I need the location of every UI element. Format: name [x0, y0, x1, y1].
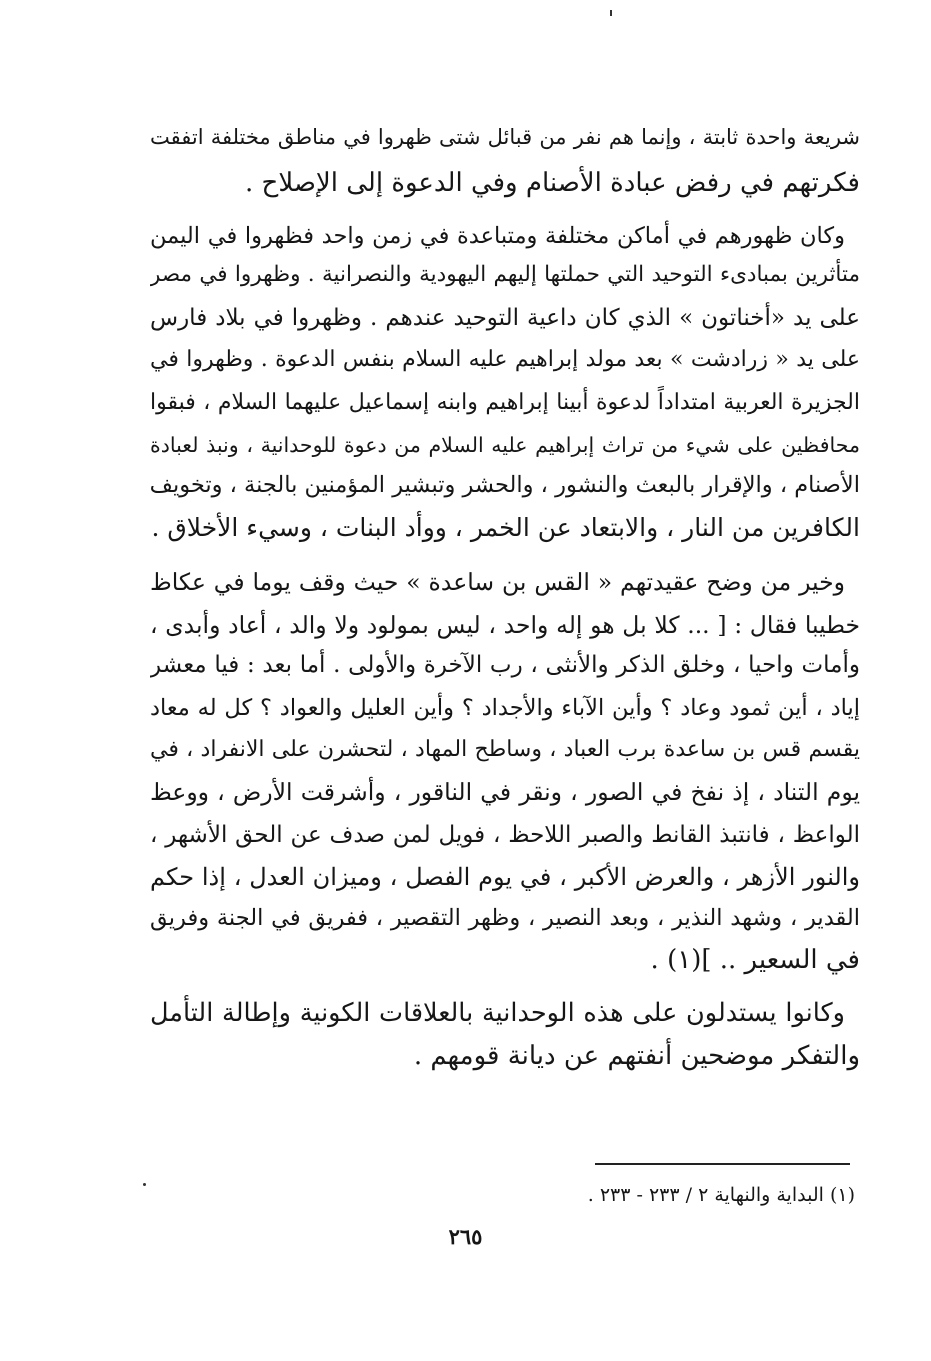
text-line: والنور الأزهر ، والعرض الأكبر ، في يوم الفصل ، وميزان العدل ، إذا حكم: [150, 863, 860, 891]
text-line: على يد «أخناتون » الذي كان داعية التوحيد عندهم . وظهروا في بلاد فارس: [150, 305, 860, 331]
footnote-separator: [595, 1163, 850, 1165]
text-line: وخير من وضح عقيدتهم « القس بن ساعدة » حيث وقف يوما في عكاظ: [150, 568, 845, 596]
text-line: وكانوا يستدلون على هذه الوحدانية بالعلاقات الكونية وإطالة التأمل: [150, 998, 845, 1028]
text-line: متأثرين بمبادىء التوحيد التي حملتها إليهم اليهودية والنصرانية . وظهروا في مصر: [150, 262, 860, 287]
text-line: محافظين على شيء من تراث إبراهيم عليه السلام من دعوة للوحدانية ، ونبذ لعبادة: [150, 433, 860, 457]
text-line: على يد « زرادشت » بعد مولد إبراهيم عليه السلام بنفس الدعوة . وظهروا في: [150, 347, 860, 372]
text-line: الأصنام ، والإقرار بالبعث والنشور ، والحشر وتبشير المؤمنين بالجنة ، وتخويف: [150, 472, 860, 498]
text-line: في السعير .. ](١) .: [650, 945, 860, 975]
text-line: شريعة واحدة ثابتة ، وإنما هم نفر من قبائل شتى ظهروا في مناطق مختلفة اتفقت: [150, 125, 860, 149]
page-number: ٢٦٥: [448, 1224, 483, 1249]
text-line: خطيبا فقال : [ ... كلا بل هو إله واحد ، ليس بمولود ولا والد ، أعاد وأبدى ،: [150, 611, 860, 639]
text-line: فكرتهم في رفض عبادة الأصنام وفي الدعوة إلى الإصلاح .: [245, 168, 860, 198]
text-line: الجزيرة العربية امتداداً لدعوة أبينا إبراهيم وابنه إسماعيل عليهما السلام ، فبقوا: [150, 390, 860, 415]
text-line: الكافرين من النار ، والابتعاد عن الخمر ، ووأد البنات ، وسيء الأخلاق .: [151, 513, 860, 542]
scan-speck: [143, 1183, 146, 1186]
text-line: وأمات واحيا ، وخلق الذكر والأنثى ، رب الآخرة والأولى . أما بعد : فيا معشر: [150, 652, 860, 678]
text-line: القدير ، وشهد النذير ، وبعد النصير ، وظهر التقصير ، ففريق في الجنة وفريق: [150, 905, 860, 931]
text-line: إياد ، أين ثمود وعاد ؟ وأين الآباء والأجداد ؟ وأين العليل والعواد ؟ كل له معاد: [150, 695, 860, 721]
text-line: وكان ظهورهم في أماكن مختلفة ومتباعدة في زمن واحد فظهروا في اليمن: [150, 223, 845, 249]
text-line: يوم التناد ، إذ نفخ في الصور ، ونقر في الناقور ، وأشرقت الأرض ، ووعظ: [150, 778, 860, 806]
text-line: يقسم قس بن ساعدة برب العباد ، وساطح المهاد ، لتحشرن على الانفراد ، في: [150, 737, 860, 762]
text-line: الواعظ ، فانتبذ القانط والصبر اللاحظ ، فويل لمن صدف عن الحق الأشهر ،: [150, 822, 860, 848]
footnote: (١) البداية والنهاية ٢ / ٢٣٣ - ٢٣٣ .: [587, 1184, 855, 1206]
text-line: والتفكر موضحين أنفتهم عن ديانة قومهم .: [413, 1041, 860, 1071]
scan-speck: [610, 10, 612, 16]
